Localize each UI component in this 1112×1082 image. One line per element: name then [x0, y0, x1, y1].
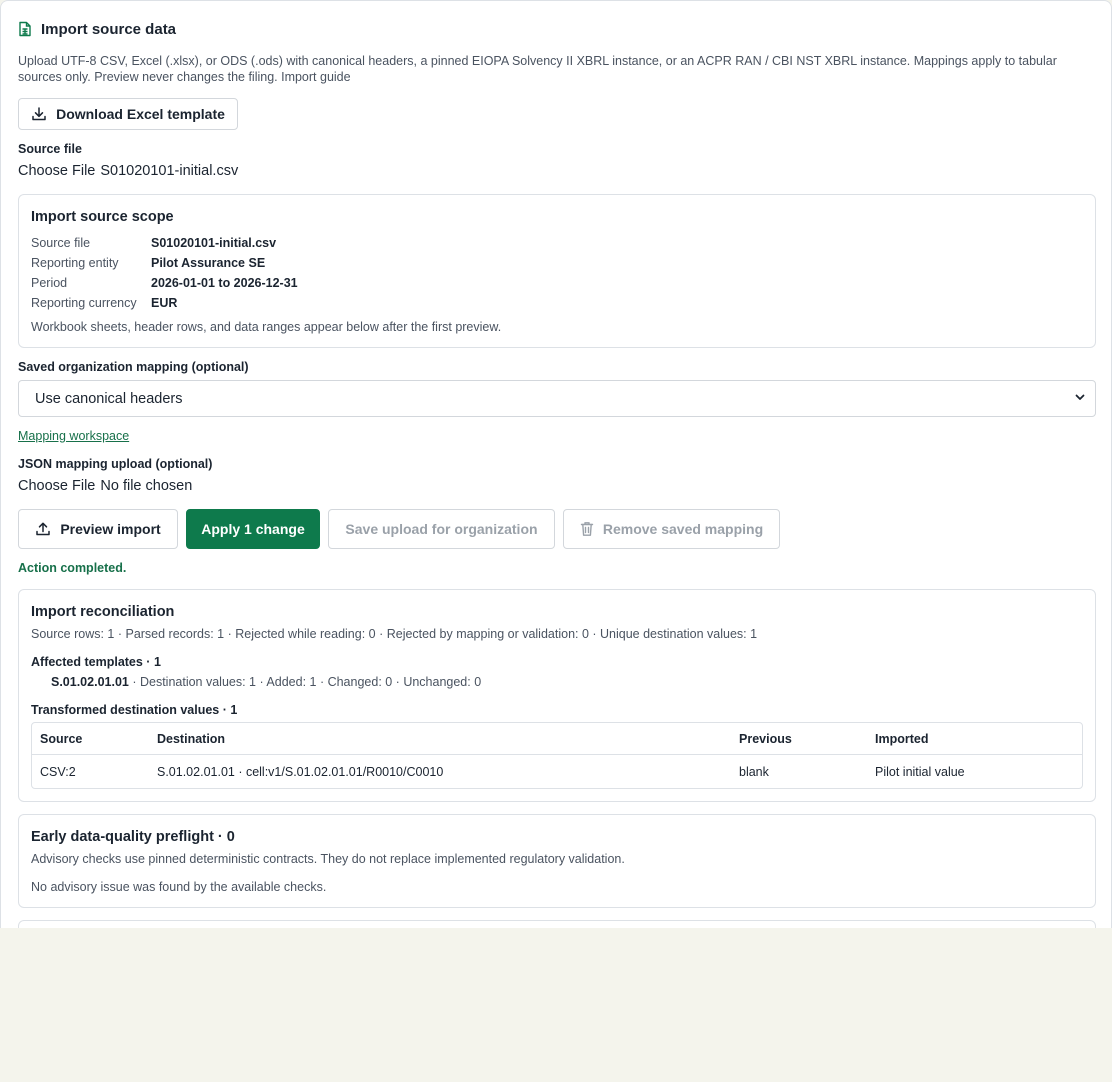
- json-upload-input[interactable]: [18, 478, 192, 494]
- upload-icon: [35, 521, 51, 537]
- import-scope-card: [18, 194, 1096, 348]
- trash-icon: [580, 521, 594, 537]
- transformed-values-table: [31, 722, 1083, 789]
- cell-source: CSV:2: [40, 765, 76, 779]
- column-header-destination: Destination: [157, 732, 226, 746]
- scope-value-source-file: S01020101-initial.csv: [151, 236, 277, 250]
- source-file-input[interactable]: [18, 163, 238, 179]
- mapping-select[interactable]: [18, 380, 1096, 417]
- json-upload-label: JSON mapping upload (optional): [18, 457, 213, 471]
- preflight-description: Advisory checks use pinned deterministic contracts. They do not replace implemented regulatory validation.: [31, 852, 625, 866]
- source-file-name: S01020101-initial.csv: [100, 163, 239, 179]
- column-header-previous: Previous: [739, 732, 792, 746]
- scope-value-reporting-entity: Pilot Assurance SE: [151, 256, 266, 270]
- preflight-card: [18, 814, 1096, 908]
- reconciliation-summary: Source rows: 1 · Parsed records: 1 · Rejected while reading: 0 · Rejected by mapping or validation: 0 · Unique destination values: 1: [31, 627, 758, 641]
- intro-text: Upload UTF-8 CSV, Excel (.xlsx), or ODS (.ods) with canonical headers, a pinned EIOPA Solvency II XBRL instance, or an ACPR RAN / CBI NST XBRL instance. Mappings apply to tabular sources only. Preview never changes the filing. Import guide: [18, 54, 1057, 84]
- chevron-down-icon: [1074, 391, 1086, 407]
- download-template-label: Download Excel template: [56, 106, 225, 122]
- scope-note: Workbook sheets, header rows, and data ranges appear below after the first preview.: [31, 320, 502, 334]
- scope-key-source-file: Source file: [31, 236, 91, 250]
- column-header-imported: Imported: [875, 732, 929, 746]
- scope-key-reporting-entity: Reporting entity: [31, 256, 119, 270]
- scope-value-period: 2026-01-01 to 2026-12-31: [151, 276, 298, 290]
- download-icon: [31, 106, 47, 122]
- panel-header: [18, 19, 176, 39]
- mapping-label: Saved organization mapping (optional): [18, 360, 249, 374]
- json-choose-file-button[interactable]: Choose File: [18, 478, 96, 494]
- table-header: [32, 723, 1082, 755]
- mapping-workspace-link[interactable]: Mapping workspace: [18, 429, 130, 443]
- affected-template-row: [51, 675, 481, 689]
- affected-templates-label: Affected templates · 1: [31, 655, 161, 669]
- preview-import-button[interactable]: [18, 509, 178, 549]
- cell-destination: S.01.02.01.01 · cell:v1/S.01.02.01.01/R0010/C0010: [157, 765, 444, 779]
- scope-title: Import source scope: [31, 209, 174, 225]
- download-template-button[interactable]: [18, 98, 238, 130]
- save-upload-button[interactable]: Save upload for organization: [328, 509, 555, 549]
- preflight-title: Early data-quality preflight · 0: [31, 829, 235, 845]
- preview-import-label: Preview import: [60, 521, 161, 537]
- scope-key-currency: Reporting currency: [31, 296, 137, 310]
- preflight-result: No advisory issue was found by the available checks.: [31, 880, 327, 894]
- scope-key-period: Period: [31, 276, 68, 290]
- scope-value-currency: EUR: [151, 296, 178, 310]
- source-file-label: Source file: [18, 142, 82, 156]
- cell-imported: Pilot initial value: [875, 765, 965, 779]
- remove-mapping-label: Remove saved mapping: [602, 521, 764, 537]
- reconciliation-card: [18, 589, 1096, 802]
- status-message: Action completed.: [18, 561, 127, 575]
- cell-previous: blank: [739, 765, 769, 779]
- choose-file-button[interactable]: Choose File: [18, 163, 96, 179]
- remove-mapping-button[interactable]: [563, 509, 780, 549]
- page-title: Import source data: [41, 20, 177, 38]
- column-header-source: Source: [40, 732, 83, 746]
- mapping-selected-value: Use canonical headers: [35, 390, 183, 407]
- transformed-values-label: Transformed destination values · 1: [31, 703, 238, 717]
- template-stats: · Destination values: 1 · Added: 1 · Changed: 0 · Unchanged: 0: [128, 675, 482, 689]
- template-code: S.01.02.01.01: [51, 675, 129, 689]
- reconciliation-title: Import reconciliation: [31, 604, 175, 620]
- spreadsheet-file-icon: [18, 21, 32, 37]
- next-card: [18, 920, 1096, 928]
- json-file-name: No file chosen: [100, 478, 193, 494]
- apply-change-button[interactable]: Apply 1 change: [186, 509, 320, 549]
